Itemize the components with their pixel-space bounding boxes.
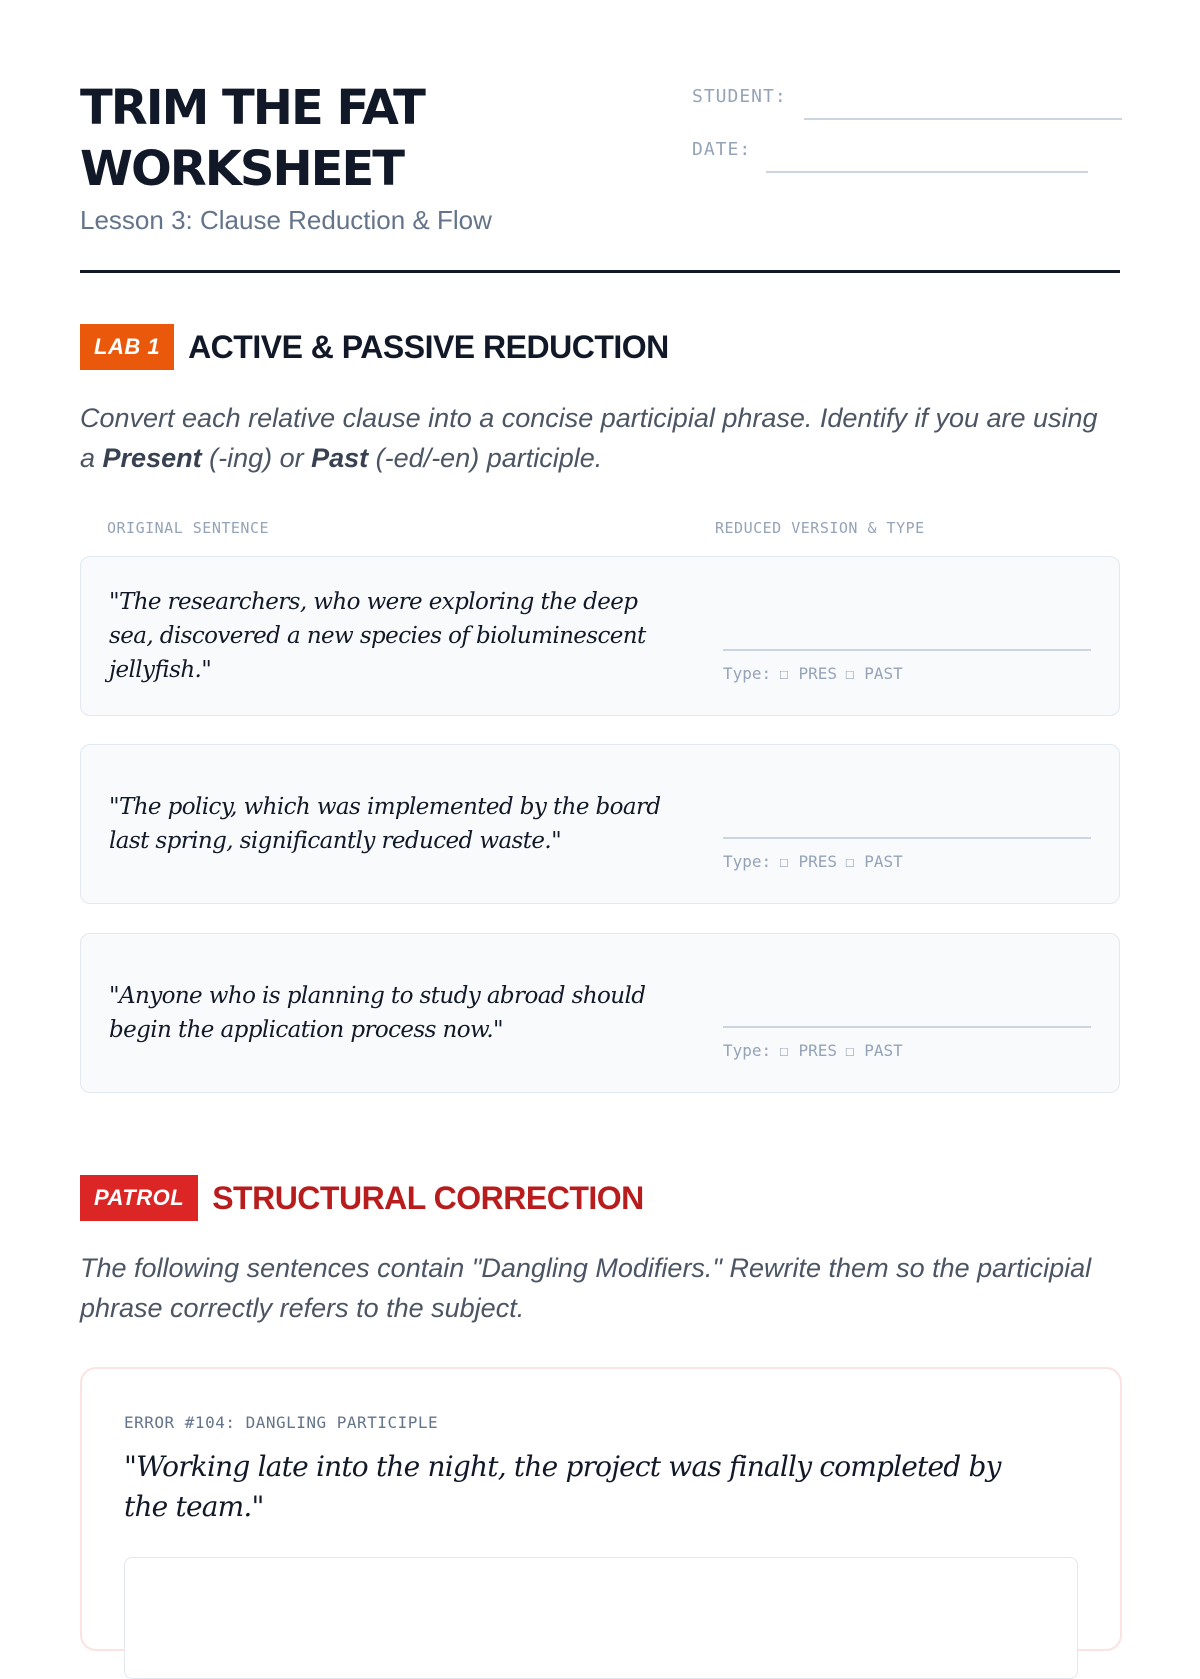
lab-instructions-text: Convert each relative clause into a concise participial phrase. Identify if you are using a	[80, 403, 1098, 473]
exercise-row	[80, 556, 1120, 716]
answer-input-line[interactable]	[723, 837, 1091, 839]
present-checkbox[interactable]: ☐ PRES	[779, 852, 837, 871]
past-checkbox[interactable]: ☐ PAST	[844, 1041, 903, 1060]
past-checkbox[interactable]: ☐ PAST	[844, 664, 903, 683]
worksheet-title: TRIM THE FAT WORKSHEET	[80, 80, 424, 197]
lab-instructions-text: (-ed/-en) participle.	[368, 443, 603, 473]
error-card	[80, 1367, 1122, 1651]
student-label: STUDENT:	[692, 86, 787, 107]
lesson-subtitle: Lesson 3: Clause Reduction & Flow	[80, 205, 492, 235]
date-label: DATE:	[692, 139, 752, 160]
worksheet-header	[80, 0, 1120, 273]
patrol-badge: PATROL	[80, 1175, 198, 1221]
present-checkbox[interactable]: ☐ PRES	[779, 664, 837, 683]
past-emphasis: Past	[311, 443, 369, 473]
patrol-section-header	[80, 1174, 644, 1222]
column-header-reduced: REDUCED VERSION & TYPE	[715, 519, 925, 537]
type-label: Type:	[723, 852, 772, 871]
past-checkbox[interactable]: ☐ PAST	[844, 852, 903, 871]
patrol-section-title: STRUCTURAL CORRECTION	[212, 1179, 644, 1216]
exercise-row	[80, 744, 1120, 904]
lab-instructions-text: (-ing) or	[201, 443, 312, 473]
date-field	[692, 133, 1120, 173]
original-sentence: "Anyone who is planning to study abroad should begin the application process now."	[109, 983, 646, 1043]
column-header-original: ORIGINAL SENTENCE	[107, 519, 270, 537]
type-label: Type:	[723, 1041, 772, 1060]
student-field	[692, 80, 1120, 120]
answer-input-line[interactable]	[723, 649, 1091, 651]
participle-type-selector	[723, 664, 903, 683]
type-label: Type:	[723, 664, 772, 683]
answer-input-line[interactable]	[723, 1026, 1091, 1028]
lab-badge: LAB 1	[80, 324, 174, 370]
present-checkbox[interactable]: ☐ PRES	[779, 1041, 837, 1060]
patrol-instructions: The following sentences contain "Dangling Modifiers." Rewrite them so the participial phrase correctly refers to the subject.	[80, 1253, 1092, 1323]
worksheet-page	[80, 0, 1120, 1600]
lab-section-title: ACTIVE & PASSIVE REDUCTION	[188, 328, 669, 365]
original-sentence: "The researchers, who were exploring the deep sea, discovered a new species of bioluminescent jellyfish."	[109, 589, 646, 683]
lab-instructions	[80, 398, 1120, 478]
date-input-line[interactable]	[766, 171, 1088, 173]
original-sentence: "The policy, which was implemented by the board last spring, significantly reduced waste."	[109, 794, 661, 854]
participle-type-selector	[723, 852, 903, 871]
error-sentence: "Working late into the night, the project was finally completed by the team."	[124, 1450, 1001, 1523]
participle-type-selector	[723, 1041, 903, 1060]
present-emphasis: Present	[102, 443, 202, 473]
student-input-line[interactable]	[804, 118, 1122, 120]
lab-section-header	[80, 323, 669, 371]
error-label: ERROR #104: DANGLING PARTICIPLE	[124, 1413, 439, 1432]
rewrite-answer-box[interactable]	[124, 1557, 1078, 1679]
exercise-row	[80, 933, 1120, 1093]
